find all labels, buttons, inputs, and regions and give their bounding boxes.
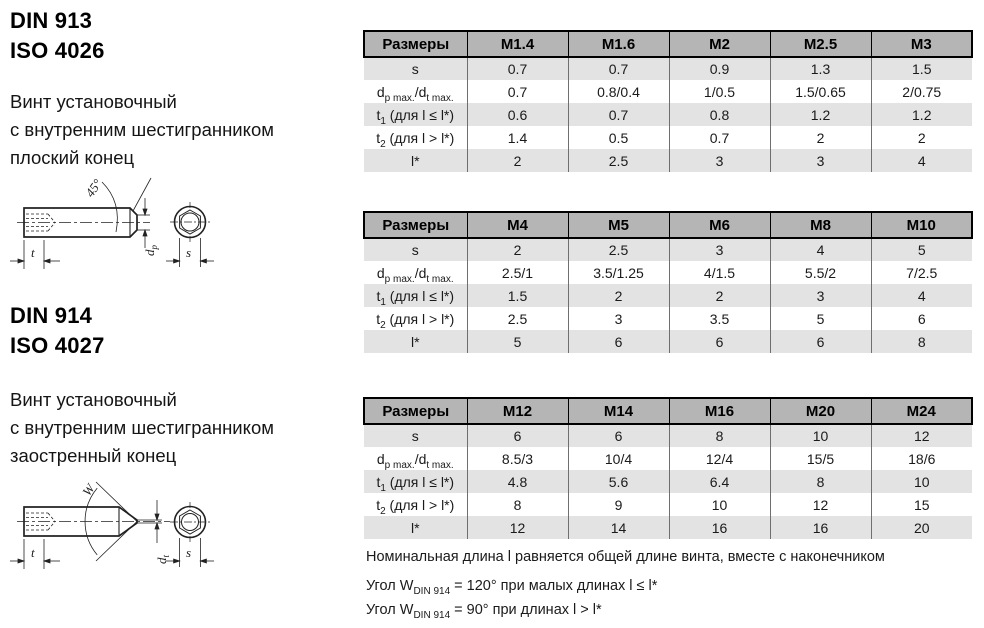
value-cell: 14 [568,516,669,539]
socket-depth-label: t [31,245,35,260]
din914-description [10,386,274,470]
value-cell: 0.9 [669,57,770,80]
value-cell: 6 [669,330,770,353]
value-cell: 2 [871,126,972,149]
row-label: s [364,238,467,261]
row-label: $t_1$ (для l ≤ l*) [364,470,467,493]
row-label: $t_1$ (для l ≤ l*) [364,103,467,126]
chamfer-angle-annotation [102,178,151,232]
value-cell: 6 [467,424,568,447]
din913-standard-heading [10,6,105,66]
value-cell: 12 [871,424,972,447]
value-cell: 4 [871,149,972,172]
value-cell: 1.5 [467,284,568,307]
table-row [364,149,972,172]
row-label: l* [364,149,467,172]
value-cell: 9 [568,493,669,516]
value-cell: 2.5 [568,238,669,261]
row-label: $t_1$ (для l ≤ l*) [364,284,467,307]
row-label: $t_2$ (для l > l*) [364,126,467,149]
size-column-header: M12 [467,398,568,424]
size-column-header: M4 [467,212,568,238]
din914-desc-line3: заостренный конец [10,445,177,466]
value-cell: 3 [770,149,871,172]
value-cell: 12/4 [669,447,770,470]
table-row [364,284,972,307]
value-cell: 0.6 [467,103,568,126]
value-cell: 16 [770,516,871,539]
size-column-header: M1.6 [568,31,669,57]
note-angle-120: Угол $W_{DIN 914} = 120^\circ$ при малых длинах l ≤ l* [366,578,658,597]
size-column-header: M5 [568,212,669,238]
row-label: l* [364,516,467,539]
value-cell: 1.3 [770,57,871,80]
dimensions-table-m4-m10 [363,211,973,353]
size-column-header: M20 [770,398,871,424]
din913-desc-line2: с внутренним шестигранником [10,119,274,140]
din913-flat-point-drawing [4,168,254,283]
value-cell: 1.5 [871,57,972,80]
value-cell: 2.5/1 [467,261,568,284]
dimensions-column-header: Размеры [364,31,467,57]
din914-desc-line1: Винт установочный [10,389,177,410]
value-cell: 8 [871,330,972,353]
value-cell: 8 [669,424,770,447]
socket-depth-label: t [31,545,35,560]
value-cell: 1.2 [871,103,972,126]
value-cell: 0.7 [568,57,669,80]
value-cell: 6.4 [669,470,770,493]
value-cell: 0.8/0.4 [568,80,669,103]
tip-diameter-label: $d_t$ [154,554,171,564]
table-row [364,238,972,261]
value-cell: 0.8 [669,103,770,126]
iso4026-number: ISO 4026 [10,38,105,63]
table-row [364,516,972,539]
value-cell: 2 [467,238,568,261]
value-cell: 3 [568,307,669,330]
value-cell: 5 [871,238,972,261]
value-cell: 0.7 [568,103,669,126]
value-cell: 0.5 [568,126,669,149]
value-cell: 2 [568,284,669,307]
table-row [364,261,972,284]
value-cell: 5 [770,307,871,330]
value-cell: 2/0.75 [871,80,972,103]
value-cell: 2.5 [568,149,669,172]
value-cell: 12 [770,493,871,516]
value-cell: 2.5 [467,307,568,330]
din914-standard-heading [10,301,105,361]
row-label: $d_{p max.}/d_{t max.}$ [364,261,467,284]
value-cell: 0.7 [467,57,568,80]
value-cell: 3 [669,238,770,261]
value-cell: 3.5 [669,307,770,330]
din913-desc-line3: плоский конец [10,147,135,168]
size-column-header: M24 [871,398,972,424]
din913-number: DIN 913 [10,8,93,33]
size-column-header: M2 [669,31,770,57]
value-cell: 10/4 [568,447,669,470]
table-row [364,424,972,447]
value-cell: 1/0.5 [669,80,770,103]
value-cell: 7/2.5 [871,261,972,284]
value-cell: 4 [770,238,871,261]
cone-angle-label: W [79,481,98,499]
value-cell: 8 [770,470,871,493]
value-cell: 4 [871,284,972,307]
value-cell: 1.4 [467,126,568,149]
value-cell: 15/5 [770,447,871,470]
table-row [364,126,972,149]
dimensions-column-header: Размеры [364,398,467,424]
value-cell: 16 [669,516,770,539]
socket-depth-dimension [10,240,60,269]
din914-number: DIN 914 [10,303,93,328]
din914-desc-line2: с внутренним шестигранником [10,417,274,438]
value-cell: 10 [669,493,770,516]
dimensions-table-m12-m24 [363,397,973,539]
wrench-size-label: s [186,245,192,260]
wrench-size-label: s [186,545,192,560]
size-column-header: M6 [669,212,770,238]
value-cell: 0.7 [467,80,568,103]
row-label: $t_2$ (для l > l*) [364,493,467,516]
value-cell: 2 [770,126,871,149]
value-cell: 10 [871,470,972,493]
value-cell: 6 [770,330,871,353]
value-cell: 5.5/2 [770,261,871,284]
chamfer-angle-label: 45° [82,176,105,200]
value-cell: 8.5/3 [467,447,568,470]
row-label: s [364,57,467,80]
value-cell: 15 [871,493,972,516]
row-label: s [364,424,467,447]
value-cell: 3.5/1.25 [568,261,669,284]
value-cell: 2 [467,149,568,172]
value-cell: 0.7 [669,126,770,149]
row-label: $d_{p max.}/d_{t max.}$ [364,80,467,103]
size-column-header: M2.5 [770,31,871,57]
value-cell: 10 [770,424,871,447]
note-nominal-length: Номинальная длина l равняется общей длине винта, вместе с наконечником [366,549,885,565]
end-view [170,202,210,242]
value-cell: 4.8 [467,470,568,493]
dimensions-column-header: Размеры [364,212,467,238]
socket-depth-dimension [10,539,60,569]
value-cell: 6 [568,424,669,447]
value-cell: 2 [669,284,770,307]
value-cell: 3 [669,149,770,172]
note-angle-90: Угол $W_{DIN 914} = 90^\circ$ при длинах l > l* [366,602,602,621]
value-cell: 5 [467,330,568,353]
value-cell: 20 [871,516,972,539]
table-row [364,470,972,493]
value-cell: 3 [770,284,871,307]
row-label: $t_2$ (для l > l*) [364,307,467,330]
table-row [364,307,972,330]
dimensions-table-m1_4-m3 [363,30,973,172]
value-cell: 1.2 [770,103,871,126]
value-cell: 4/1.5 [669,261,770,284]
table-row [364,80,972,103]
value-cell: 1.5/0.65 [770,80,871,103]
table-row [364,103,972,126]
iso4027-number: ISO 4027 [10,333,105,358]
size-column-header: M16 [669,398,770,424]
table-row [364,330,972,353]
row-label: $d_{p max.}/d_{t max.}$ [364,447,467,470]
value-cell: 6 [568,330,669,353]
din913-desc-line1: Винт установочный [10,91,177,112]
tip-diameter-label: $d_p$ [142,245,159,256]
value-cell: 8 [467,493,568,516]
end-view [170,502,210,542]
value-cell: 12 [467,516,568,539]
size-column-header: M1.4 [467,31,568,57]
row-label: l* [364,330,467,353]
size-column-header: M10 [871,212,972,238]
size-column-header: M8 [770,212,871,238]
tip-diameter-dimension [137,198,150,248]
table-row [364,447,972,470]
table-row [364,57,972,80]
size-column-header: M3 [871,31,972,57]
din913-description [10,88,274,172]
value-cell: 18/6 [871,447,972,470]
din914-cone-point-drawing [4,470,254,585]
value-cell: 5.6 [568,470,669,493]
table-row [364,493,972,516]
size-column-header: M14 [568,398,669,424]
value-cell: 6 [871,307,972,330]
